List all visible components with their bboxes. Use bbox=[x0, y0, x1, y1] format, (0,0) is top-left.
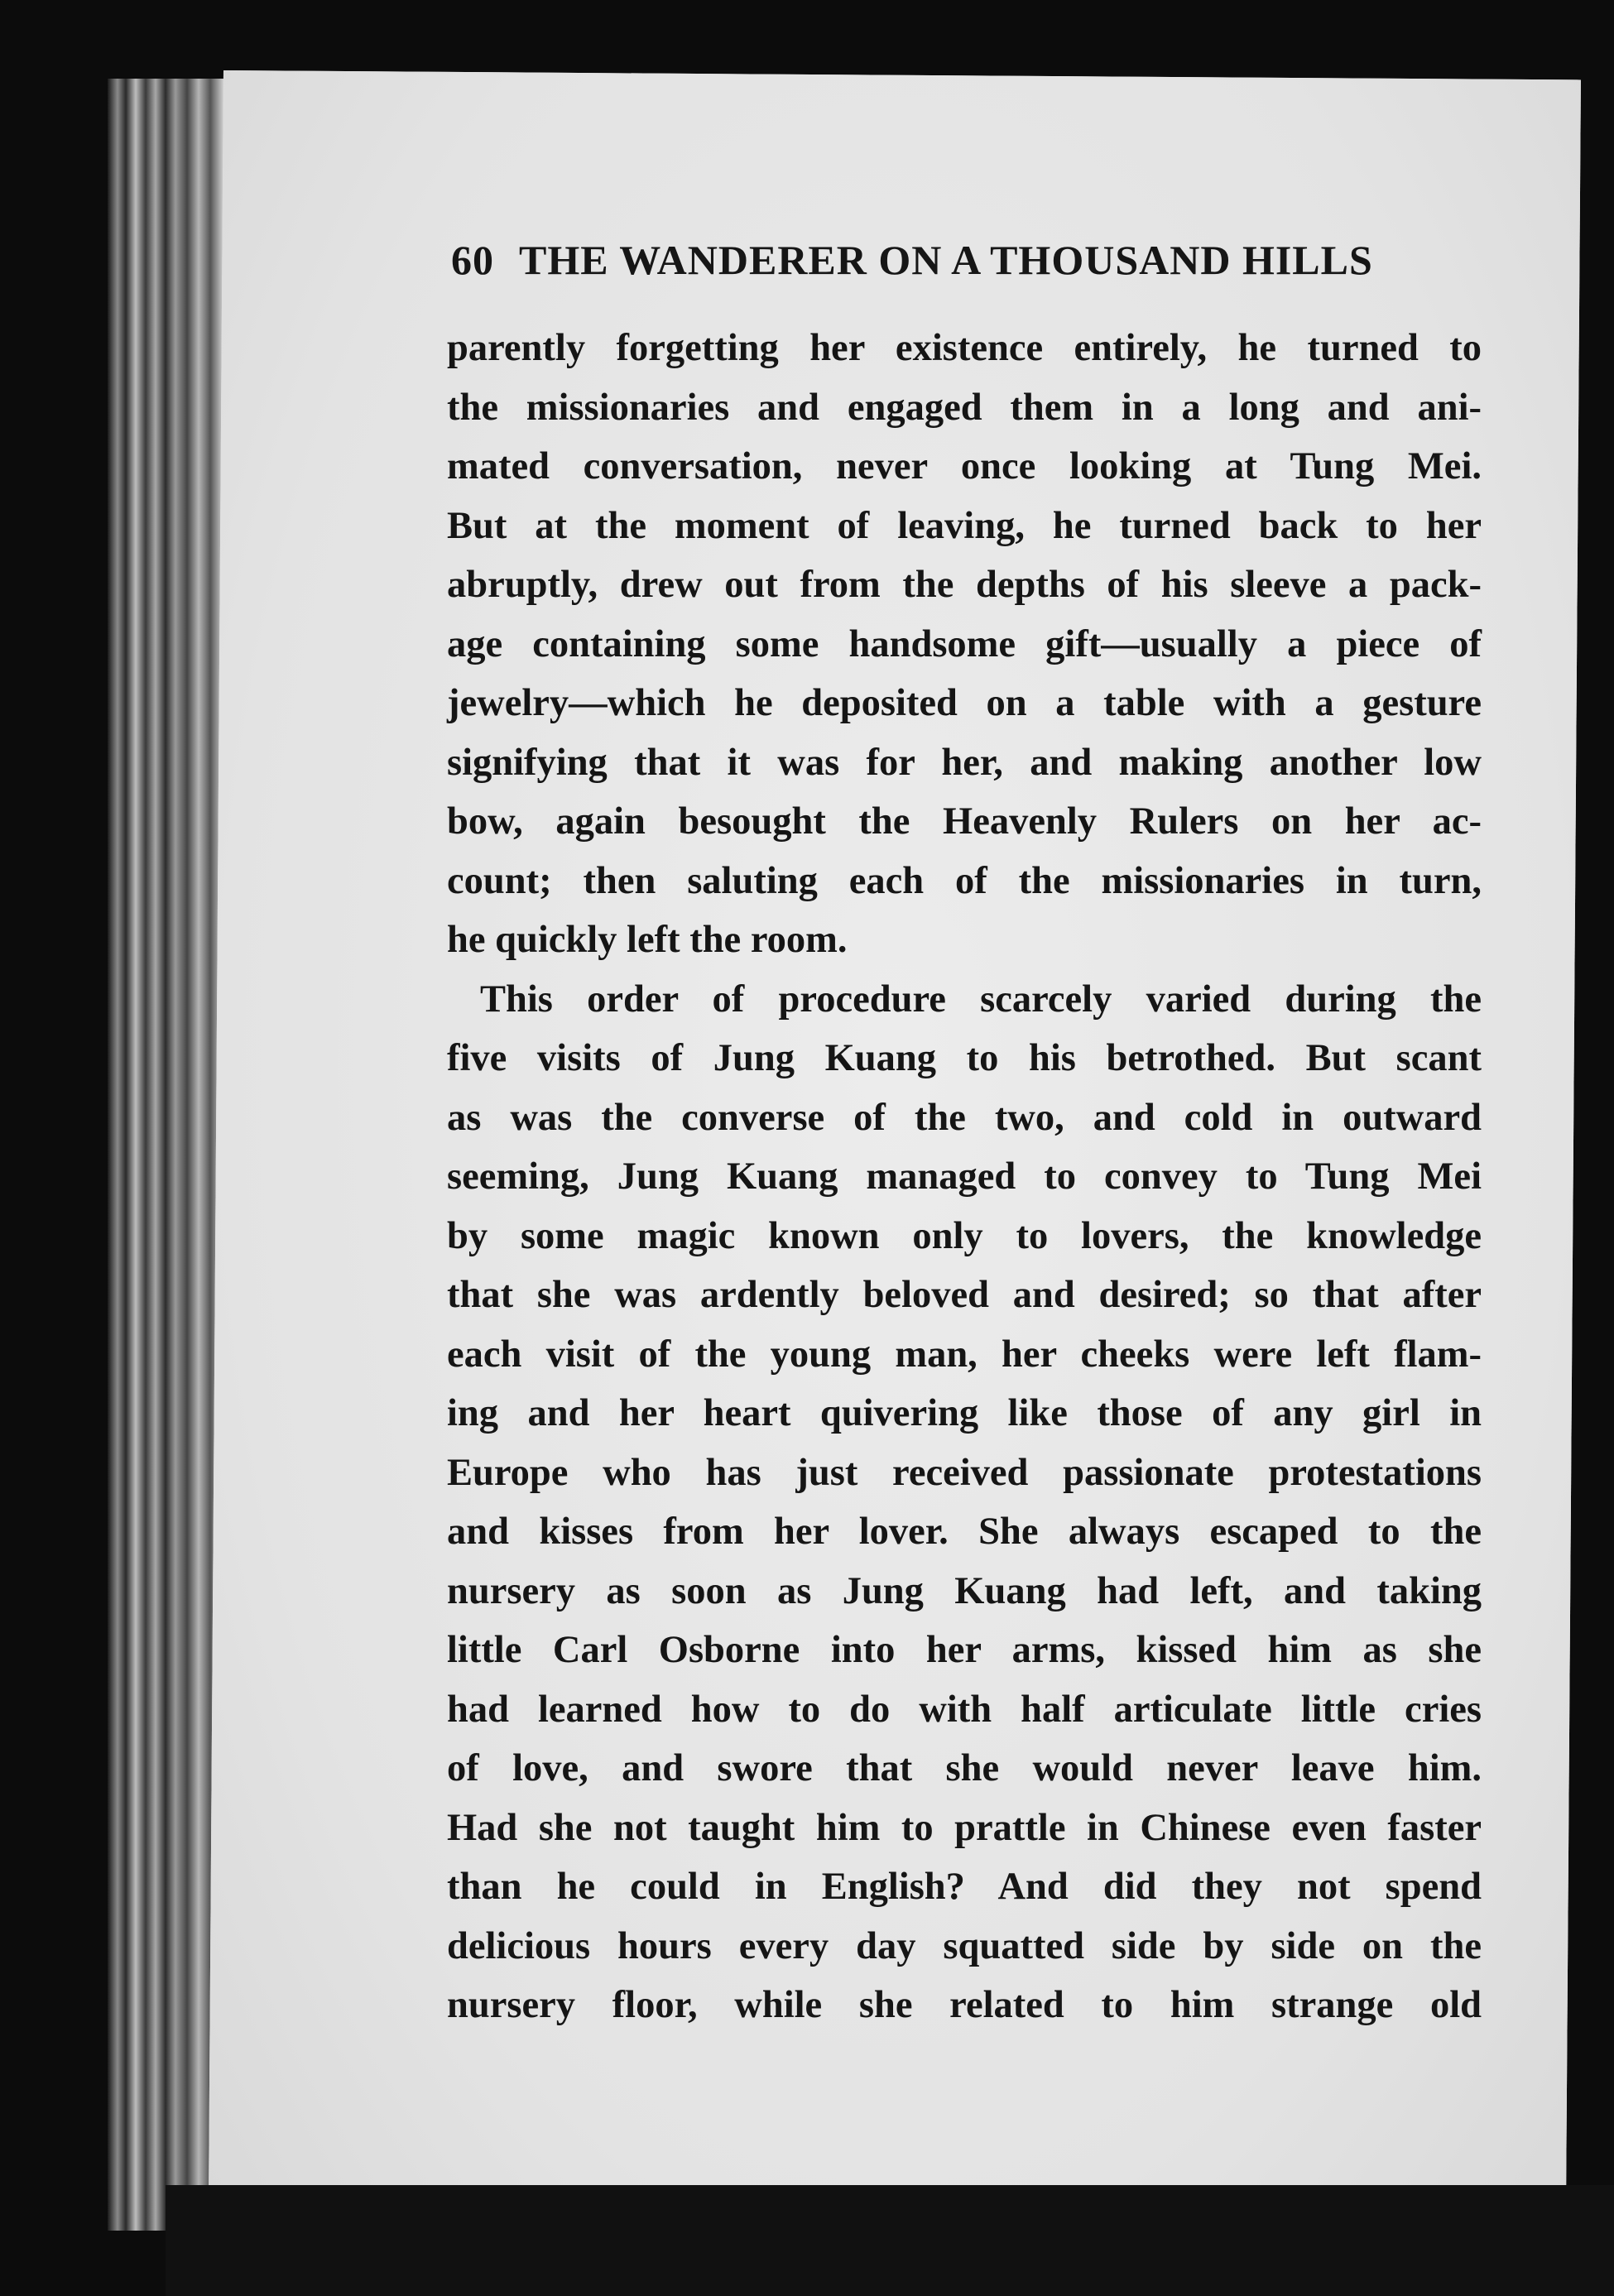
text-line: Europe who has just received passionate protestations bbox=[447, 1451, 1482, 1494]
text-line: bow, again besought the Heavenly Rulers on her ac- bbox=[447, 800, 1482, 843]
text-line: he quickly left the room. bbox=[447, 919, 848, 961]
page-number: 60 bbox=[451, 237, 494, 283]
text-line: little Carl Osborne into her arms, kissed him as she bbox=[447, 1629, 1482, 1671]
text-line: had learned how to do with half articulate little cries bbox=[447, 1688, 1482, 1731]
text-line: jewelry—which he deposited on a table with a gesture bbox=[447, 682, 1482, 724]
text-line: the missionaries and engaged them in a long and ani- bbox=[447, 386, 1482, 429]
bottom-shadow bbox=[166, 2185, 1614, 2296]
text-line: Had she not taught him to prattle in Chinese even faster bbox=[447, 1806, 1482, 1849]
text-line: parently forgetting her existence entirely, he turned to bbox=[447, 327, 1482, 369]
text-line: mated conversation, never once looking at Tung Mei. bbox=[447, 445, 1482, 488]
text-line: five visits of Jung Kuang to his betrothed. But scant bbox=[447, 1037, 1482, 1079]
text-line: abruptly, drew out from the depths of his sleeve a pack- bbox=[447, 564, 1482, 606]
text-line: and kisses from her lover. She always escaped to the bbox=[447, 1511, 1482, 1553]
text-line: delicious hours every day squatted side by side on the bbox=[447, 1924, 1482, 1967]
text-line: age containing some handsome gift—usually a piece of bbox=[447, 622, 1482, 665]
text-line: seeming, Jung Kuang managed to convey to Tung Mei bbox=[447, 1155, 1482, 1198]
text-line: nursery as soon as Jung Kuang had left, and taking bbox=[447, 1569, 1482, 1612]
text-line: as was the converse of the two, and cold in outward bbox=[447, 1096, 1482, 1139]
body-text bbox=[447, 319, 1482, 2035]
text-line: ing and her heart quivering like those of any girl in bbox=[447, 1392, 1482, 1434]
text-line: count; then saluting each of the missionaries in turn, bbox=[447, 859, 1482, 902]
text-line: nursery floor, while she related to him strange old bbox=[447, 1984, 1482, 2026]
text-line: of love, and swore that she would never leave him. bbox=[447, 1747, 1482, 1789]
text-line: than he could in English? And did they not spend bbox=[447, 1866, 1482, 1908]
text-line: by some magic known only to lovers, the knowledge bbox=[447, 1214, 1482, 1257]
running-header bbox=[451, 236, 1477, 284]
text-line: signifying that it was for her, and making another low bbox=[447, 741, 1482, 784]
text-line: that she was ardently beloved and desired; so that after bbox=[447, 1274, 1482, 1316]
text-line: But at the moment of leaving, he turned back to her bbox=[447, 504, 1482, 547]
text-line: This order of procedure scarcely varied during the bbox=[480, 977, 1482, 1021]
running-title: THE WANDERER ON A THOUSAND HILLS bbox=[519, 237, 1373, 283]
text-line: each visit of the young man, her cheeks were left flam- bbox=[447, 1333, 1482, 1376]
